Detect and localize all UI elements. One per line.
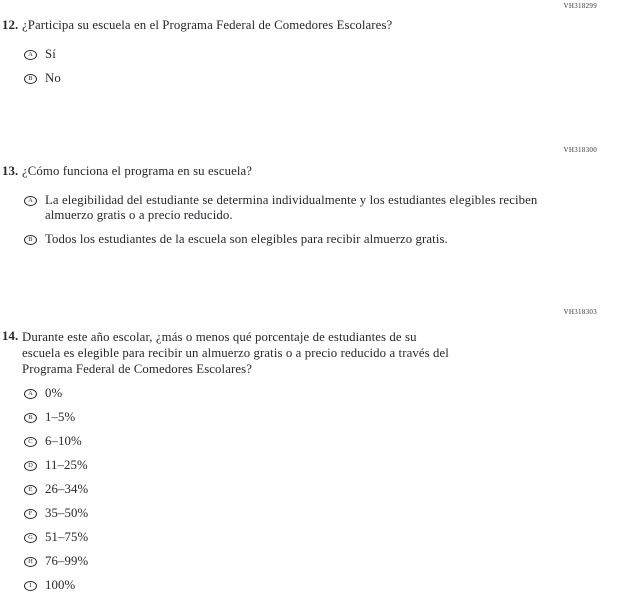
question-12-text: ¿Participa su escuela en el Programa Federal de Comedores Escolares? bbox=[22, 18, 393, 32]
answer-bubble-icon[interactable]: A bbox=[24, 50, 37, 60]
question-14-option-a[interactable] bbox=[24, 386, 618, 401]
answer-bubble-icon[interactable]: H bbox=[24, 557, 37, 567]
question-12-stem bbox=[0, 18, 618, 33]
question-13-option-b[interactable] bbox=[24, 232, 618, 247]
option-label: 51–75% bbox=[45, 530, 89, 544]
question-14-option-f[interactable] bbox=[24, 506, 618, 521]
answer-bubble-icon[interactable]: G bbox=[24, 533, 37, 543]
answer-bubble-icon[interactable]: B bbox=[24, 413, 37, 423]
answer-bubble-icon[interactable]: C bbox=[24, 437, 37, 447]
option-label: 11–25% bbox=[45, 458, 88, 472]
question-14-option-h[interactable] bbox=[24, 554, 618, 569]
answer-bubble-icon[interactable]: E bbox=[24, 485, 37, 495]
question-14-number: 14. bbox=[2, 329, 19, 343]
question-12-option-a[interactable] bbox=[24, 47, 618, 62]
question-12-number: 12. bbox=[2, 18, 19, 32]
question-14-option-c[interactable] bbox=[24, 434, 618, 449]
option-label: 0% bbox=[45, 386, 63, 400]
answer-bubble-icon[interactable]: I bbox=[24, 581, 37, 591]
question-14-text-line: Durante este año escolar, ¿más o menos qué porcentaje de estudiantes de su bbox=[22, 330, 417, 344]
question-14-text-line: escuela es elegible para recibir un almuerzo gratis o a precio reducido a través del bbox=[22, 346, 449, 360]
question-14-option-e[interactable] bbox=[24, 482, 618, 497]
question-13 bbox=[0, 146, 618, 256]
option-label-line: almuerzo gratis o a precio reducido. bbox=[45, 208, 233, 222]
option-label bbox=[45, 193, 537, 223]
question-12-options bbox=[24, 47, 618, 86]
question-14-option-d[interactable] bbox=[24, 458, 618, 473]
answer-bubble-icon[interactable]: A bbox=[24, 196, 37, 206]
answer-bubble-icon[interactable]: B bbox=[24, 235, 37, 245]
option-label: No bbox=[45, 71, 61, 85]
question-14-text-line: Programa Federal de Comedores Escolares? bbox=[22, 362, 252, 376]
answer-bubble-icon[interactable]: D bbox=[24, 461, 37, 471]
option-label: Sí bbox=[45, 47, 56, 61]
question-14-stem bbox=[0, 329, 618, 377]
question-13-accession-code: VH318300 bbox=[563, 146, 597, 154]
question-14-option-b[interactable] bbox=[24, 410, 618, 425]
answer-bubble-icon[interactable]: A bbox=[24, 389, 37, 399]
question-13-options bbox=[24, 193, 618, 247]
question-14-option-g[interactable] bbox=[24, 530, 618, 545]
question-13-number: 13. bbox=[2, 164, 19, 178]
question-14-option-i[interactable] bbox=[24, 578, 618, 593]
option-label: 35–50% bbox=[45, 506, 89, 520]
question-14 bbox=[0, 308, 618, 602]
question-14-text bbox=[22, 329, 449, 377]
answer-bubble-icon[interactable]: B bbox=[24, 74, 37, 84]
question-12-accession-code: VH318299 bbox=[563, 2, 597, 10]
question-13-option-a[interactable] bbox=[24, 193, 618, 223]
option-label: 26–34% bbox=[45, 482, 89, 496]
question-14-options bbox=[24, 386, 618, 593]
option-label: Todos los estudiantes de la escuela son elegibles para recibir almuerzo gratis. bbox=[45, 232, 448, 246]
question-13-text: ¿Cómo funciona el programa en su escuela? bbox=[22, 164, 253, 178]
answer-bubble-icon[interactable]: F bbox=[24, 509, 37, 519]
question-13-stem bbox=[0, 164, 618, 179]
option-label: 100% bbox=[45, 578, 76, 592]
option-label: 6–10% bbox=[45, 434, 82, 448]
option-label: 76–99% bbox=[45, 554, 89, 568]
question-12-option-b[interactable] bbox=[24, 71, 618, 86]
option-label-line: La elegibilidad del estudiante se determina individualmente y los estudiantes elegibles reciben bbox=[45, 193, 538, 207]
question-12 bbox=[0, 2, 618, 95]
option-label: 1–5% bbox=[45, 410, 76, 424]
question-14-accession-code: VH318303 bbox=[563, 308, 597, 316]
